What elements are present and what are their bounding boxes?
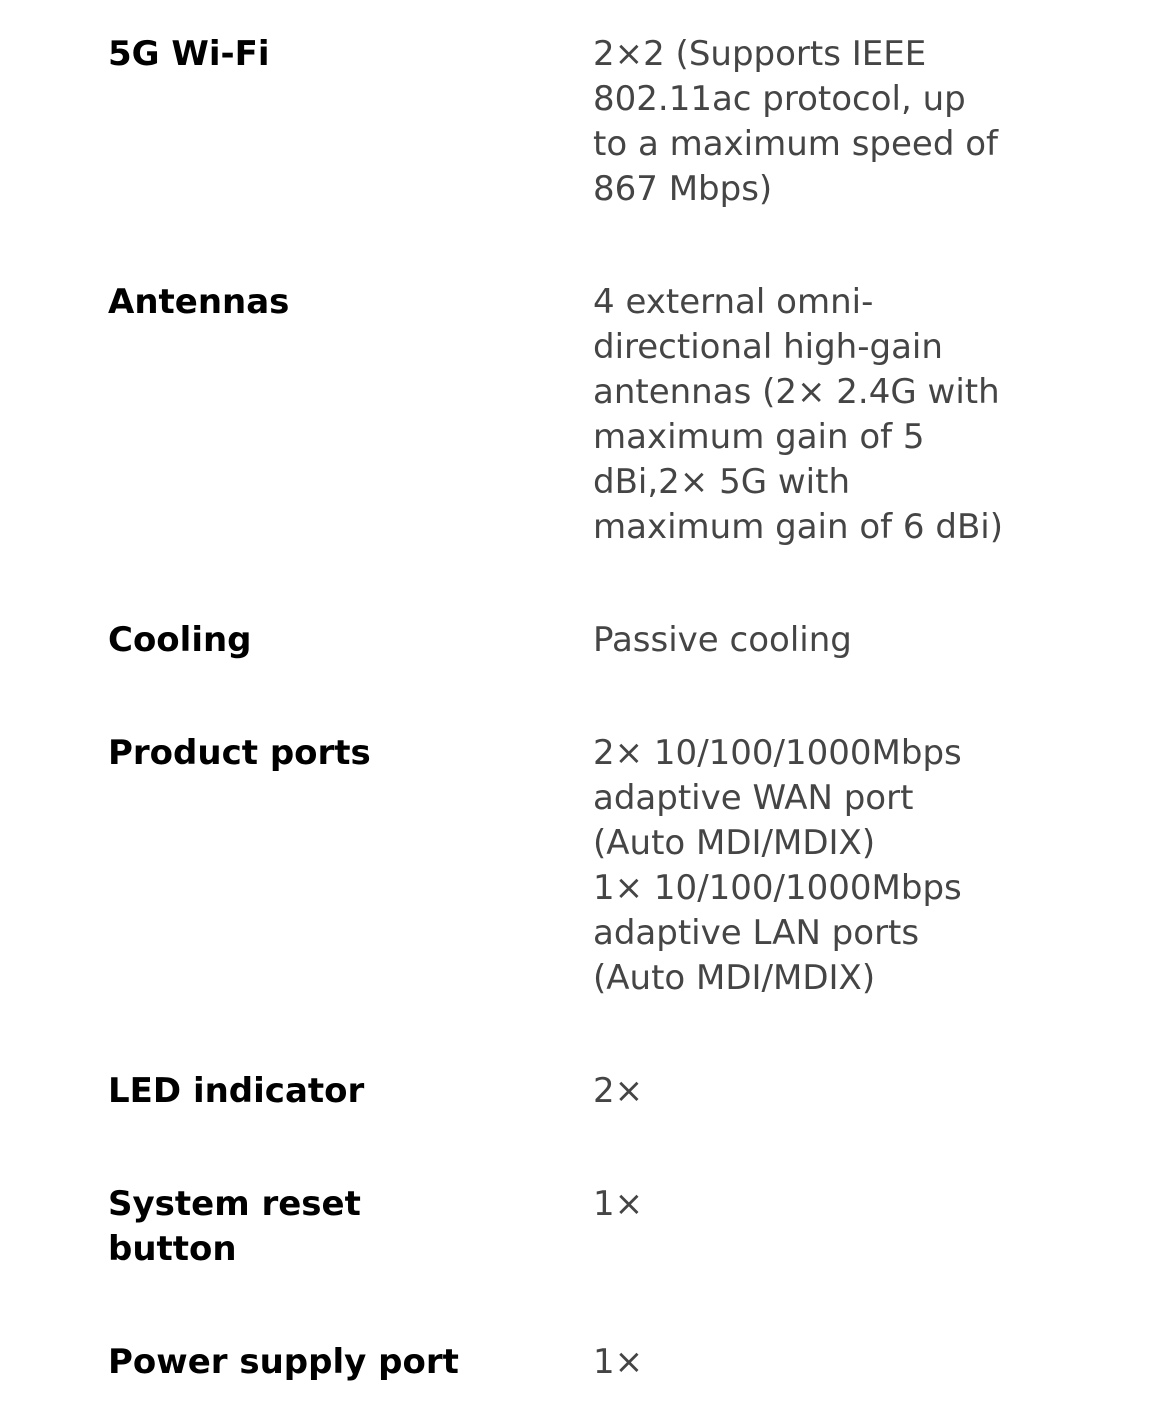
spec-label: Power supply port (108, 1342, 459, 1382)
spec-label: 5G Wi-Fi (108, 34, 270, 74)
spec-row-antennas (108, 280, 1068, 550)
spec-label: LED indicator (108, 1071, 365, 1111)
spec-label: Cooling (108, 620, 252, 660)
spec-label: System reset button (108, 1184, 361, 1269)
spec-label: Antennas (108, 282, 290, 322)
spec-value: 2×2 (Supports IEEE 802.11ac protocol, up to a maximum speed of 867 Mbps) (593, 34, 998, 209)
spec-row-system-reset (108, 1182, 1068, 1272)
spec-row-power-supply-port (108, 1340, 1068, 1385)
spec-row-led-indicator (108, 1069, 1068, 1114)
spec-label: Product ports (108, 733, 371, 773)
spec-row-product-ports (108, 731, 1068, 1001)
spec-row-cooling (108, 618, 1068, 663)
spec-value: 1× (593, 1342, 644, 1382)
spec-table (108, 32, 1068, 1385)
spec-value: Passive cooling (593, 620, 852, 660)
spec-value: 2× 10/100/1000Mbps adaptive WAN port (Auto MDI/MDIX) 1× 10/100/1000Mbps adaptive LAN ports (Auto MDI/MDIX) (593, 733, 962, 998)
spec-value: 4 external omni- directional high-gain antennas (2× 2.4G with maximum gain of 5 dBi,2× 5G with maximum gain of 6 dBi) (593, 282, 1003, 547)
spec-value: 2× (593, 1071, 644, 1111)
spec-row-5g-wifi (108, 32, 1068, 212)
spec-value: 1× (593, 1184, 644, 1224)
